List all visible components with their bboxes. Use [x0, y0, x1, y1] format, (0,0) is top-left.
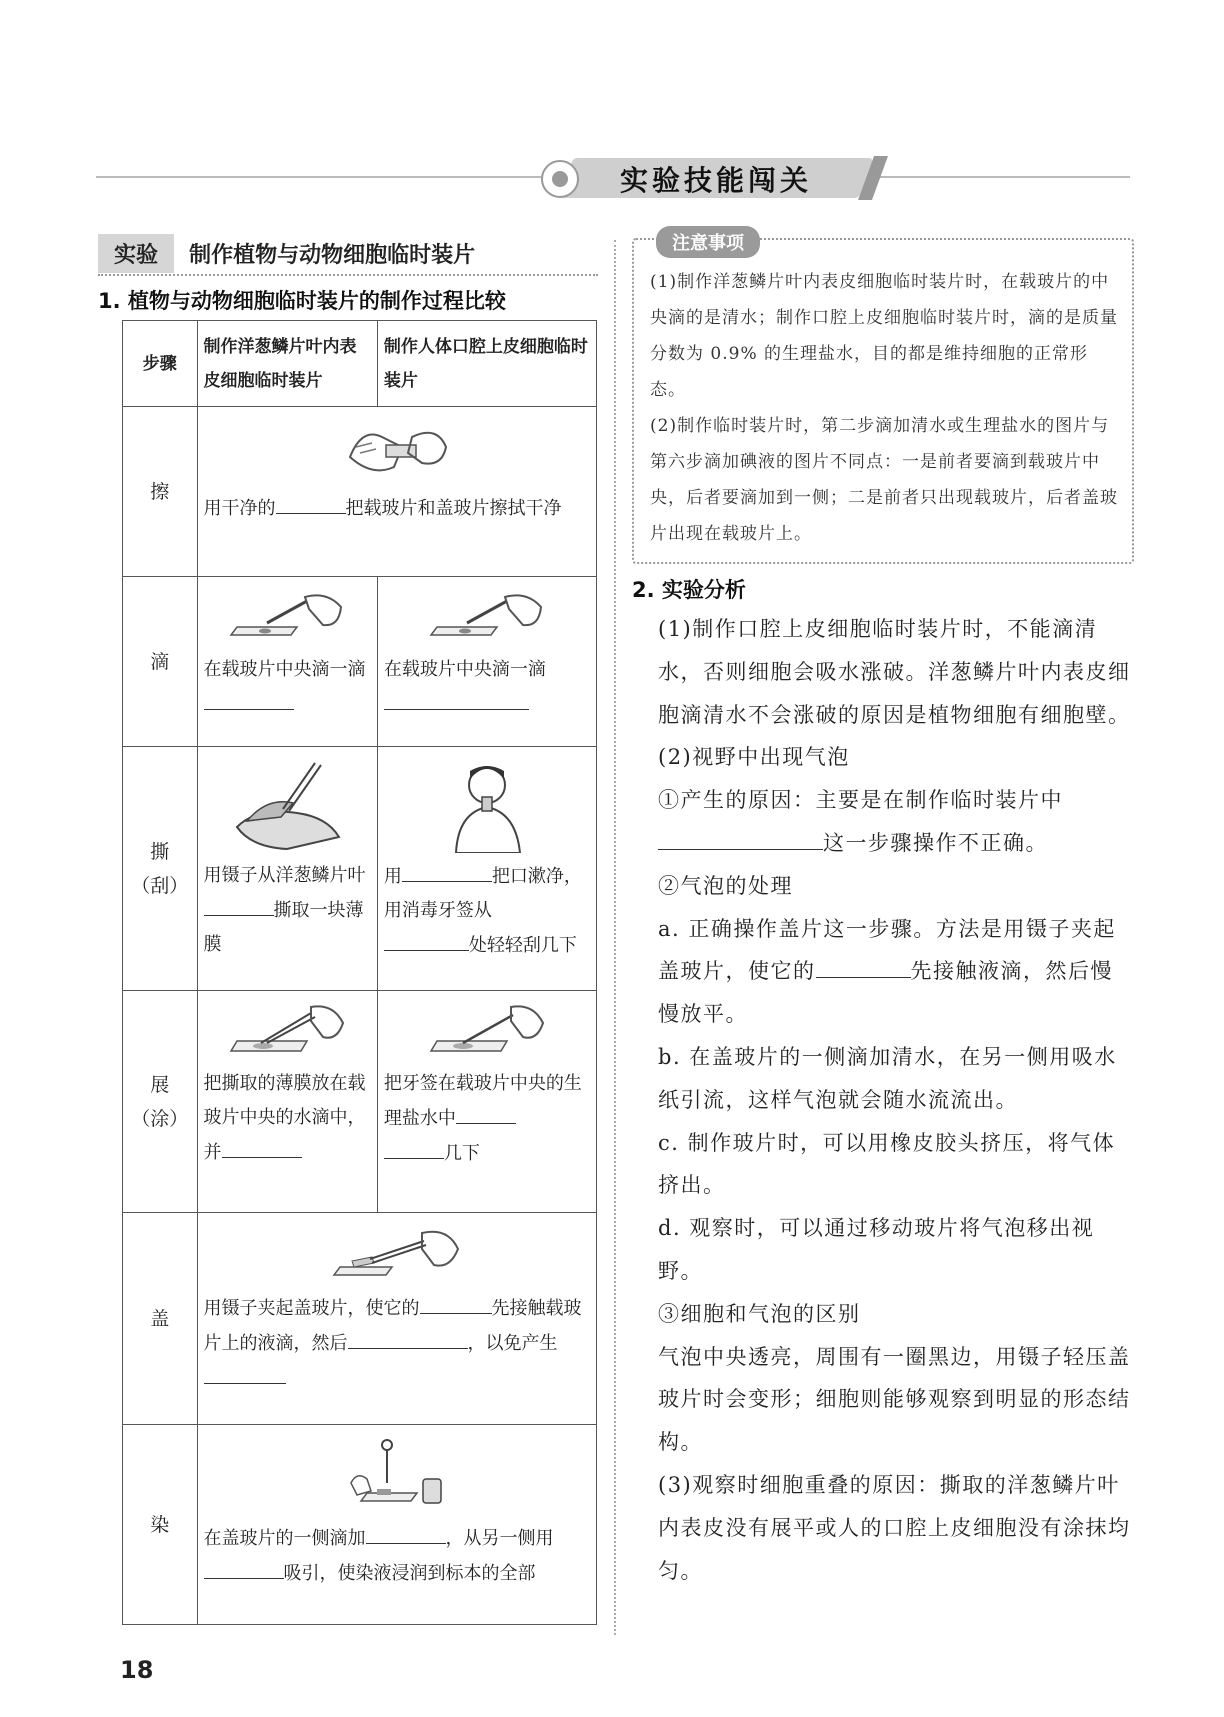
si-animal-text-c: 处轻轻刮几下 [468, 935, 577, 956]
cell-si-animal [377, 747, 596, 991]
analysis-p3-text-b: 这一步骤操作不正确。 [823, 830, 1048, 855]
zhan-animal-text-b: 几下 [443, 1143, 480, 1164]
stain-iodine-illustration [204, 1425, 590, 1515]
blank [420, 1291, 492, 1314]
cell-zhan-animal [377, 991, 596, 1213]
analysis-p10: 气泡中央透亮，周围有一圈黑边，用镊子轻压盖玻片时会变形；细胞则能够观察到明显的形态结构。 [658, 1344, 1131, 1455]
experiment-name: 制作植物与动物细胞临时装片 [189, 243, 476, 268]
rinse-mouth-illustration [384, 747, 590, 853]
analysis-p3-text-a: ①产生的原因：主要是在制作临时装片中 [658, 788, 1063, 813]
blank [348, 1326, 468, 1349]
notice-badge: 注意事项 [656, 226, 760, 258]
step-zhan-label: 展 [150, 1073, 170, 1096]
gai-text-b: 先接触载玻片上的液滴，然后 [203, 1298, 582, 1354]
step-si-label2: （刮） [131, 874, 189, 897]
blank [456, 1101, 516, 1124]
column-divider [614, 240, 616, 1635]
smear-cells-illustration [384, 991, 590, 1061]
analysis-p7: c. 制作玻片时，可以用橡皮胶头挤压，将气体挤出。 [658, 1130, 1116, 1198]
zhan-animal-text-a: 把牙签在载玻片中央的生理盐水中 [383, 1073, 582, 1129]
analysis-text [658, 608, 1134, 1592]
step-si [123, 747, 198, 991]
analysis-p2: (2)视野中出现气泡 [658, 745, 850, 770]
cell-ran [197, 1425, 596, 1625]
cell-di-animal [377, 577, 596, 747]
part1-title: 1. 植物与动物细胞临时装片的制作过程比较 [98, 289, 506, 313]
gai-text-c: ，以免产生 [467, 1333, 558, 1354]
banner-circle-icon [541, 160, 579, 198]
blank [658, 827, 823, 850]
blank [222, 1135, 302, 1158]
analysis-p3 [658, 779, 1134, 865]
notice-box [632, 233, 1134, 564]
si-animal-text-a: 用 [383, 866, 402, 887]
header-animal: 制作人体口腔上皮细胞临时装片 [377, 321, 596, 407]
ran-text-c: 吸引，使染液浸润到标本的全部 [283, 1563, 536, 1584]
cell-ca [197, 407, 596, 577]
blank [204, 1556, 284, 1579]
table-row [123, 407, 597, 577]
blank [204, 1361, 286, 1384]
analysis-p4: ②气泡的处理 [658, 873, 793, 898]
step-ca: 擦 [123, 407, 198, 577]
cell-si-plant [197, 747, 377, 991]
di-animal-text: 在载玻片中央滴一滴 [383, 659, 546, 680]
di-plant-text: 在载玻片中央滴一滴 [203, 659, 366, 680]
step-si-label: 撕 [150, 840, 170, 863]
cell-zhan-plant [197, 991, 377, 1213]
si-animal-text-b: 把口漱净，用消毒牙签从 [383, 866, 582, 921]
analysis-p6: b. 在盖玻片的一侧滴加清水，在另一侧用吸水纸引流，这样气泡就会随水流流出。 [658, 1044, 1117, 1112]
drop-water-illustration [204, 577, 371, 647]
cell-gai [197, 1213, 596, 1425]
banner-title: 实验技能闯关 [619, 164, 812, 197]
blank [402, 859, 492, 882]
si-plant-text-b: 撕取一块薄膜 [203, 900, 364, 955]
analysis-p11: (3)观察时细胞重叠的原因：撕取的洋葱鳞片叶内表皮没有展平或人的口腔上皮细胞没有涂抹均匀。 [658, 1472, 1131, 1583]
analysis-p8: d. 观察时，可以通过移动玻片将气泡移出视野。 [658, 1216, 1095, 1283]
table-row [123, 747, 597, 991]
blank [384, 1136, 444, 1159]
gai-text-a: 用镊子夹起盖玻片，使它的 [203, 1298, 420, 1319]
notice-point-1: (1)制作洋葱鳞片叶内表皮细胞临时装片时，在载玻片的中央滴的是清水；制作口腔上皮细胞临时装片时，滴的是质量分数为 0.9% 的生理盐水，目的都是维持细胞的正常形态。 [650, 272, 1118, 400]
blank [384, 687, 529, 710]
table-row [123, 991, 597, 1213]
blank [384, 928, 469, 951]
blank [204, 687, 294, 710]
part2-title: 2. 实验分析 [632, 578, 746, 602]
procedure-table [122, 320, 597, 1625]
blank [366, 1521, 446, 1544]
step-gai: 盖 [123, 1213, 198, 1425]
header-plant: 制作洋葱鳞片叶内表皮细胞临时装片 [197, 321, 377, 407]
ca-text-b: 把载玻片和盖玻片擦拭干净 [345, 498, 562, 519]
step-ran: 染 [123, 1425, 198, 1625]
blank [204, 893, 274, 916]
table-row [123, 1425, 597, 1625]
notice-point-2: (2)制作临时装片时，第二步滴加清水或生理盐水的图片与第六步滴加碘液的图片不同点：一是前者要滴到载玻片中央，后者要滴加到一侧；二是前者只出现载玻片，后者盖玻片出现在载玻片上。 [650, 416, 1118, 544]
experiment-tag: 实验 [98, 234, 174, 273]
step-zhan [123, 991, 198, 1213]
blank [816, 955, 911, 978]
cell-di-plant [197, 577, 377, 747]
table-row [123, 577, 597, 747]
analysis-p9: ③细胞和气泡的区别 [658, 1301, 861, 1326]
drop-saline-illustration [384, 577, 590, 647]
experiment-heading [98, 234, 598, 276]
spread-film-illustration [204, 991, 371, 1061]
si-plant-text-a: 用镊子从洋葱鳞片叶 [203, 865, 366, 886]
analysis-p5-text-a: a. 正确操作盖片这一步骤。方法是用镊子夹起盖玻片，使它的 [658, 916, 1116, 984]
cover-slip-illustration [204, 1213, 590, 1285]
page-number: 18 [120, 1656, 154, 1684]
wipe-slide-illustration [204, 407, 590, 485]
analysis-p1: (1)制作口腔上皮细胞临时装片时，不能滴清水，否则细胞会吸水涨破。洋葱鳞片叶内表皮细胞滴清水不会涨破的原因是植物细胞有细胞壁。 [658, 617, 1131, 727]
ran-text-b: ，从另一侧用 [445, 1528, 554, 1549]
zhan-plant-text: 把撕取的薄膜放在载玻片中央的水滴中，并 [203, 1073, 366, 1163]
analysis-p5-text-b: 先接触液滴，然后慢慢放平。 [658, 959, 1113, 1027]
analysis-p5 [658, 908, 1134, 1036]
section-banner [96, 150, 1130, 210]
ran-text-a: 在盖玻片的一侧滴加 [203, 1528, 366, 1549]
header-step: 步骤 [123, 321, 198, 407]
peel-onion-illustration [204, 747, 371, 853]
ca-text-a: 用干净的 [203, 498, 276, 519]
blank [276, 491, 346, 514]
step-di: 滴 [123, 577, 198, 747]
step-zhan-label2: （涂） [131, 1107, 189, 1130]
table-row [123, 1213, 597, 1425]
